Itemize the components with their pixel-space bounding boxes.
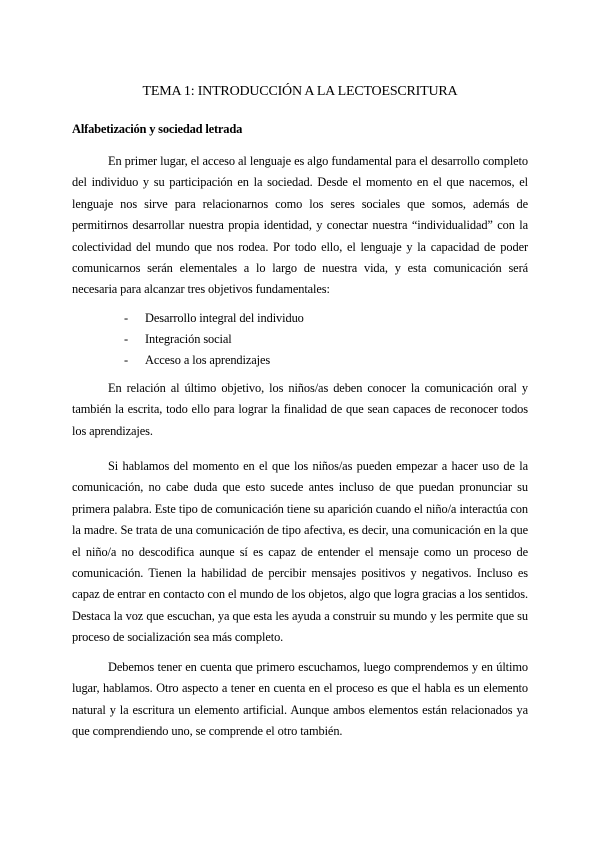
section-heading: Alfabetización y sociedad letrada <box>72 122 243 136</box>
list-item <box>124 329 528 350</box>
paragraph-4: Debemos tener en cuenta que primero escuchamos, luego comprendemos y en último lugar, hablamos. Otro aspecto a tener en cuenta en el proceso es que el habla es un elemento natural y la escritura un elemento artificial. Aunque ambos elementos están relacionados ya que comprendiendo uno, se comprende el otro también. <box>72 660 528 739</box>
objectives-list <box>124 308 528 370</box>
list-item-text: Desarrollo integral del individuo <box>145 311 304 325</box>
list-bullet: - <box>124 311 129 325</box>
paragraph-3: Si hablamos del momento en el que los niños/as pueden empezar a hacer uso de la comunicación, no cabe duda que esto sucede antes incluso de que puedan pronunciar su primera palabra. Este tipo de comunicación tiene su aparición cuando el niño/a interactúa con la madre. Se trata de una comunicación de tipo afectiva, es decir, una comunicación en la que el niño/a no descodifica aunque sí es capaz de entender el mensaje como un proceso de comunicación. Tienen la habilidad de percibir mensajes positivos y negativos. Incluso es capaz de entrar en contacto con el mundo de los objetos, algo que logra gracias a los sentidos. Destaca la voz que escuchan, ya que esta les ayuda a construir su mundo y les permite que su proceso de socialización sea más completo. <box>72 459 528 645</box>
list-item-text: Integración social <box>145 331 232 346</box>
paragraph-1: En primer lugar, el acceso al lenguaje es algo fundamental para el desarrollo completo del individuo y su participación en la sociedad. Desde el momento en el que nacemos, el lenguaje nos sirve para relacionarnos como los seres sociales que somos, además de permitirnos desarrollar nuestra propia identidad, y conectar nuestra “individualidad” con la colectividad del mundo que nos rodea. Por todo ello, el lenguaje y la capacidad de poder comunicarnos serán elementales a lo largo de nuestra vida, y esta comunicación será necesaria para alcanzar tres objetivos fundamentales: <box>72 154 528 297</box>
list-item-text: Acceso a los aprendizajes <box>145 352 271 367</box>
document-title: TEMA 1: INTRODUCCIÓN A LA LECTOESCRITURA <box>142 84 458 99</box>
list-bullet: - <box>124 352 129 367</box>
list-bullet: - <box>124 331 129 346</box>
list-item <box>124 308 528 329</box>
paragraph-2: En relación al último objetivo, los niños/as deben conocer la comunicación oral y también la escrita, todo ello para lograr la finalidad de que sean capaces de reconocer todos los aprendizajes. <box>72 381 528 438</box>
list-item <box>124 350 528 371</box>
